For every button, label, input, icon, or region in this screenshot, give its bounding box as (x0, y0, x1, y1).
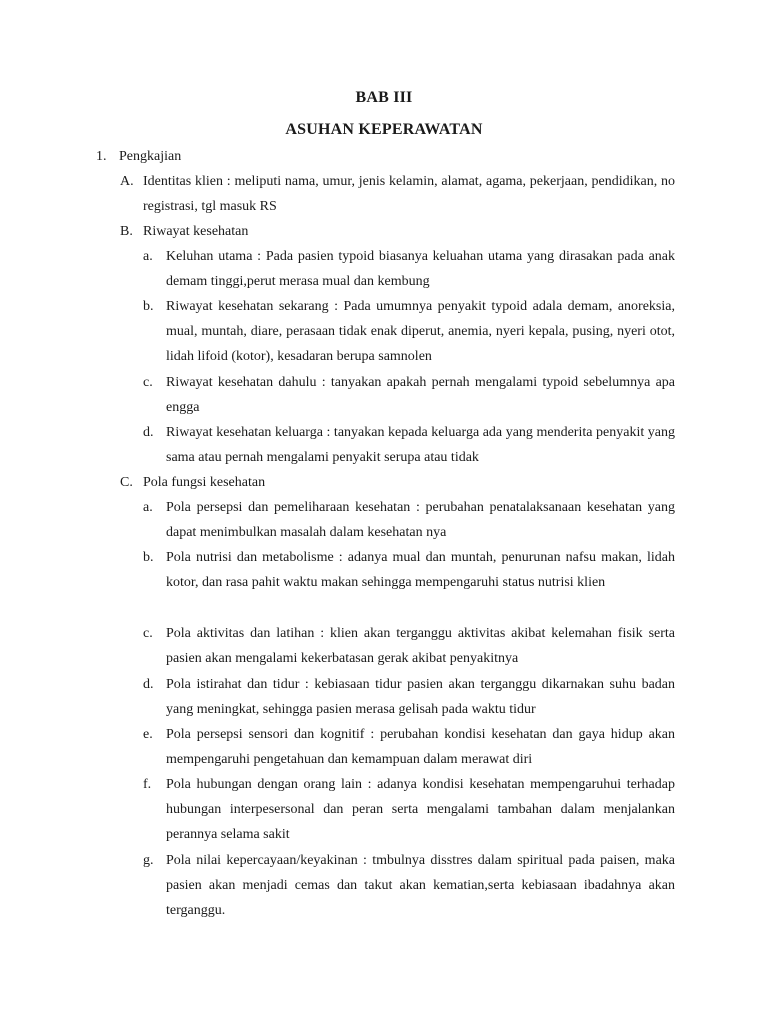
item-a-marker: A. (120, 174, 134, 189)
pola-persepsi-paragraph: Pola persepsi dan pemeliharaan kesehatan : perubahan penatalaksanaan kesehatan yang dapat menimbulkan masalah dalam kesehatan nya (166, 500, 675, 541)
list-item-marker: a. (143, 500, 153, 515)
riwayat-dahulu-paragraph: Riwayat kesehatan dahulu : tanyakan apakah pernah mengalami typoid sebelumnya apa engga (166, 375, 675, 416)
section-number: 1. (96, 149, 107, 164)
item-b-marker: B. (120, 224, 133, 239)
pola-hubungan-paragraph: Pola hubungan dengan orang lain : adanya kondisi kesehatan mempengaruhui terhadap hubungan interpesersonal dan peran serta mengalami tambahan dalam menjalankan perannya selama sakit (166, 777, 675, 843)
list-item-marker: d. (143, 425, 154, 440)
list-item-marker: c. (143, 375, 153, 390)
list-item-marker: g. (143, 853, 154, 868)
list-item-marker: d. (143, 677, 154, 692)
list-item-marker: b. (143, 550, 154, 565)
riwayat-sekarang-paragraph: Riwayat kesehatan sekarang : Pada umumnya penyakit typoid adala demam, anoreksia, mual, muntah, diare, perasaan tidak enak diperut, anemia, nyeri kepala, pusing, nyeri otot, lidah lifoid (kotor), kesadaran berupa samnolen (166, 299, 675, 365)
list-item-marker: f. (143, 777, 152, 792)
pola-nilai-paragraph: Pola nilai kepercayaan/keyakinan : tmbulnya disstres dalam spiritual pada paisen, maka pasien akan menjadi cemas dan takut akan kematian,serta kebiasaan ibadahnya akan terganggu. (166, 853, 675, 919)
pola-aktivitas-paragraph: Pola aktivitas dan latihan : klien akan terganggu aktivitas akibat kelemahan fisik serta pasien akan mengalami kekerbatasan gerak akibat penyakitnya (166, 626, 675, 667)
list-item-marker: c. (143, 626, 153, 641)
item-c-marker: C. (120, 475, 133, 490)
pola-nutrisi-paragraph: Pola nutrisi dan metabolisme : adanya mual dan muntah, penurunan nafsu makan, lidah kotor, dan rasa pahit waktu makan sehingga mempengaruhi status nutrisi klien (166, 550, 675, 591)
list-item-marker: e. (143, 727, 153, 742)
list-item-marker: a. (143, 249, 153, 264)
pola-sensori-paragraph: Pola persepsi sensori dan kognitif : perubahan kondisi kesehatan dan gaya hidup akan mempengaruhi pengetahuan dan kemampuan dalam merawat diri (166, 727, 675, 768)
riwayat-keluarga-paragraph: Riwayat kesehatan keluarga : tanyakan kepada keluarga ada yang menderita penyakit yang sama atau pernah mengalami penyakit serupa atau tidak (166, 425, 675, 466)
identitas-klien-paragraph: Identitas klien : meliputi nama, umur, jenis kelamin, alamat, agama, pekerjaan, pendidikan, no registrasi, tgl masuk RS (143, 174, 675, 215)
pola-fungsi-heading: Pola fungsi kesehatan (143, 475, 266, 490)
section-heading: Pengkajian (119, 149, 182, 164)
chapter-heading: BAB III (355, 89, 413, 106)
document-title: ASUHAN KEPERAWATAN (285, 121, 483, 138)
list-item-marker: b. (143, 299, 154, 314)
pola-istirahat-paragraph: Pola istirahat dan tidur : kebiasaan tidur pasien akan terganggu dikarnakan suhu badan yang meningkat, sehingga pasien merasa gelisah pada waktu tidur (166, 677, 675, 718)
riwayat-kesehatan-heading: Riwayat kesehatan (143, 224, 249, 239)
keluhan-utama-paragraph: Keluhan utama : Pada pasien typoid biasanya keluahan utama yang dirasakan pada anak demam tinggi,perut merasa mual dan kembung (166, 249, 675, 290)
